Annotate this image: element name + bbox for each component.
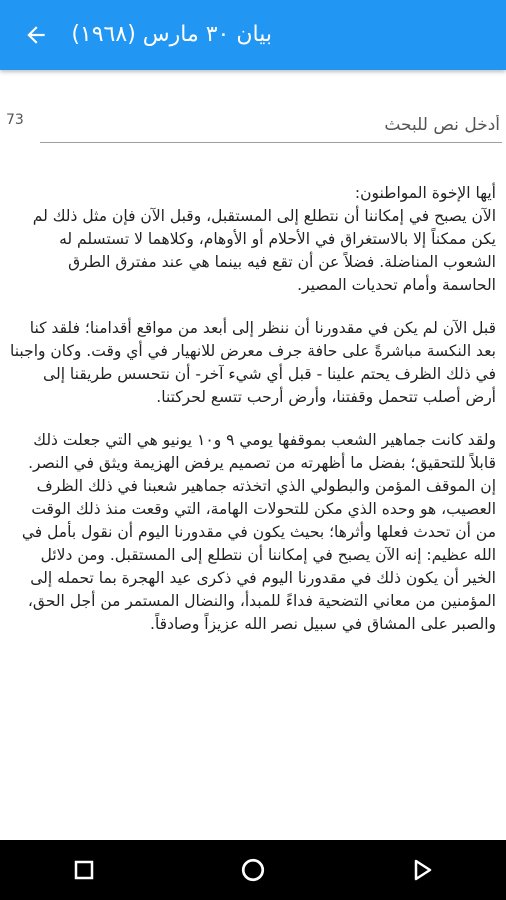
nav-back-button[interactable]: [392, 840, 452, 900]
home-circle-icon: [240, 857, 266, 883]
page-title: بيان ٣٠ مارس (١٩٦٨): [71, 22, 272, 47]
search-input[interactable]: [40, 108, 502, 143]
system-nav-bar: [0, 840, 506, 900]
recents-button[interactable]: [54, 840, 114, 900]
search-bar: [0, 100, 506, 150]
arrow-back-icon: [23, 22, 49, 48]
back-triangle-icon: [410, 858, 434, 882]
recents-square-icon: [72, 858, 96, 882]
app-bar: [0, 0, 506, 70]
paragraph: ولقد كانت جماهير الشعب بموقفها يومي ٩ و١٠ يونيو هي التي جعلت ذلك قابلاً للتحقيق؛ بفضل ما أظهرته من تصميم يرفض الهزيمة ويثق في النصر. إن الموقف المؤمن والبطولي الذي اتخذته جماهير شعبنا في ذلك الظرف العصيب، هو وحده الذي مكن للتحولات الهامة، التي وقعت منذ ذلك الوقت من أن تحدث فعلها وأثرها؛ بحيث يكون في مقدورنا اليوم أن نقول بأمل في الله عظيم: إنه الآن يصبح في إمكاننا أن نتطلع إلى المستقبل. ومن دلائل الخير أن يكون ذلك في مقدورنا اليوم في ذكرى عيد الهجرة بما تحمله إلى المؤمنين من معاني التضحية فداءً للمبدأ، والنضال المستمر من أجل الحق، والصبر على المشاق في سبيل نصر الله عزيزاً وصادقاً.: [21, 431, 496, 633]
paragraph: أيها الإخوة المواطنون: الآن يصبح في إمكاننا أن نتطلع إلى المستقبل، وقبل الآن فإن مثل ذلك لم يكن ممكناً إلا بالاستغراق في الأحلام أو الأوهام، وكلاهما لا تستسلم له الشعوب المناضلة. فضلاً عن أن تقع فيه بينما هي عند مفترق الطرق الحاسمة وأمام تحديات المصير.: [32, 184, 496, 294]
paragraph: قبل الآن لم يكن في مقدورنا أن ننظر إلى أبعد من مواقع أقدامنا؛ فلقد كنا بعد النكسة مباشرةً على حافة جرف معرض للانهيار في أي وقت. وكان واجبنا في ذلك الظرف يحتم علينا - قبل أي شيء آخر- أن نتحسس طريقنا إلى أرض أصلب تتحمل وقفتنا، وأرض أرحب تتسع لحركتنا.: [10, 319, 496, 406]
home-button[interactable]: [223, 840, 283, 900]
search-result-count: 73: [6, 112, 24, 128]
back-button[interactable]: [14, 13, 58, 57]
article-text: [10, 182, 496, 656]
